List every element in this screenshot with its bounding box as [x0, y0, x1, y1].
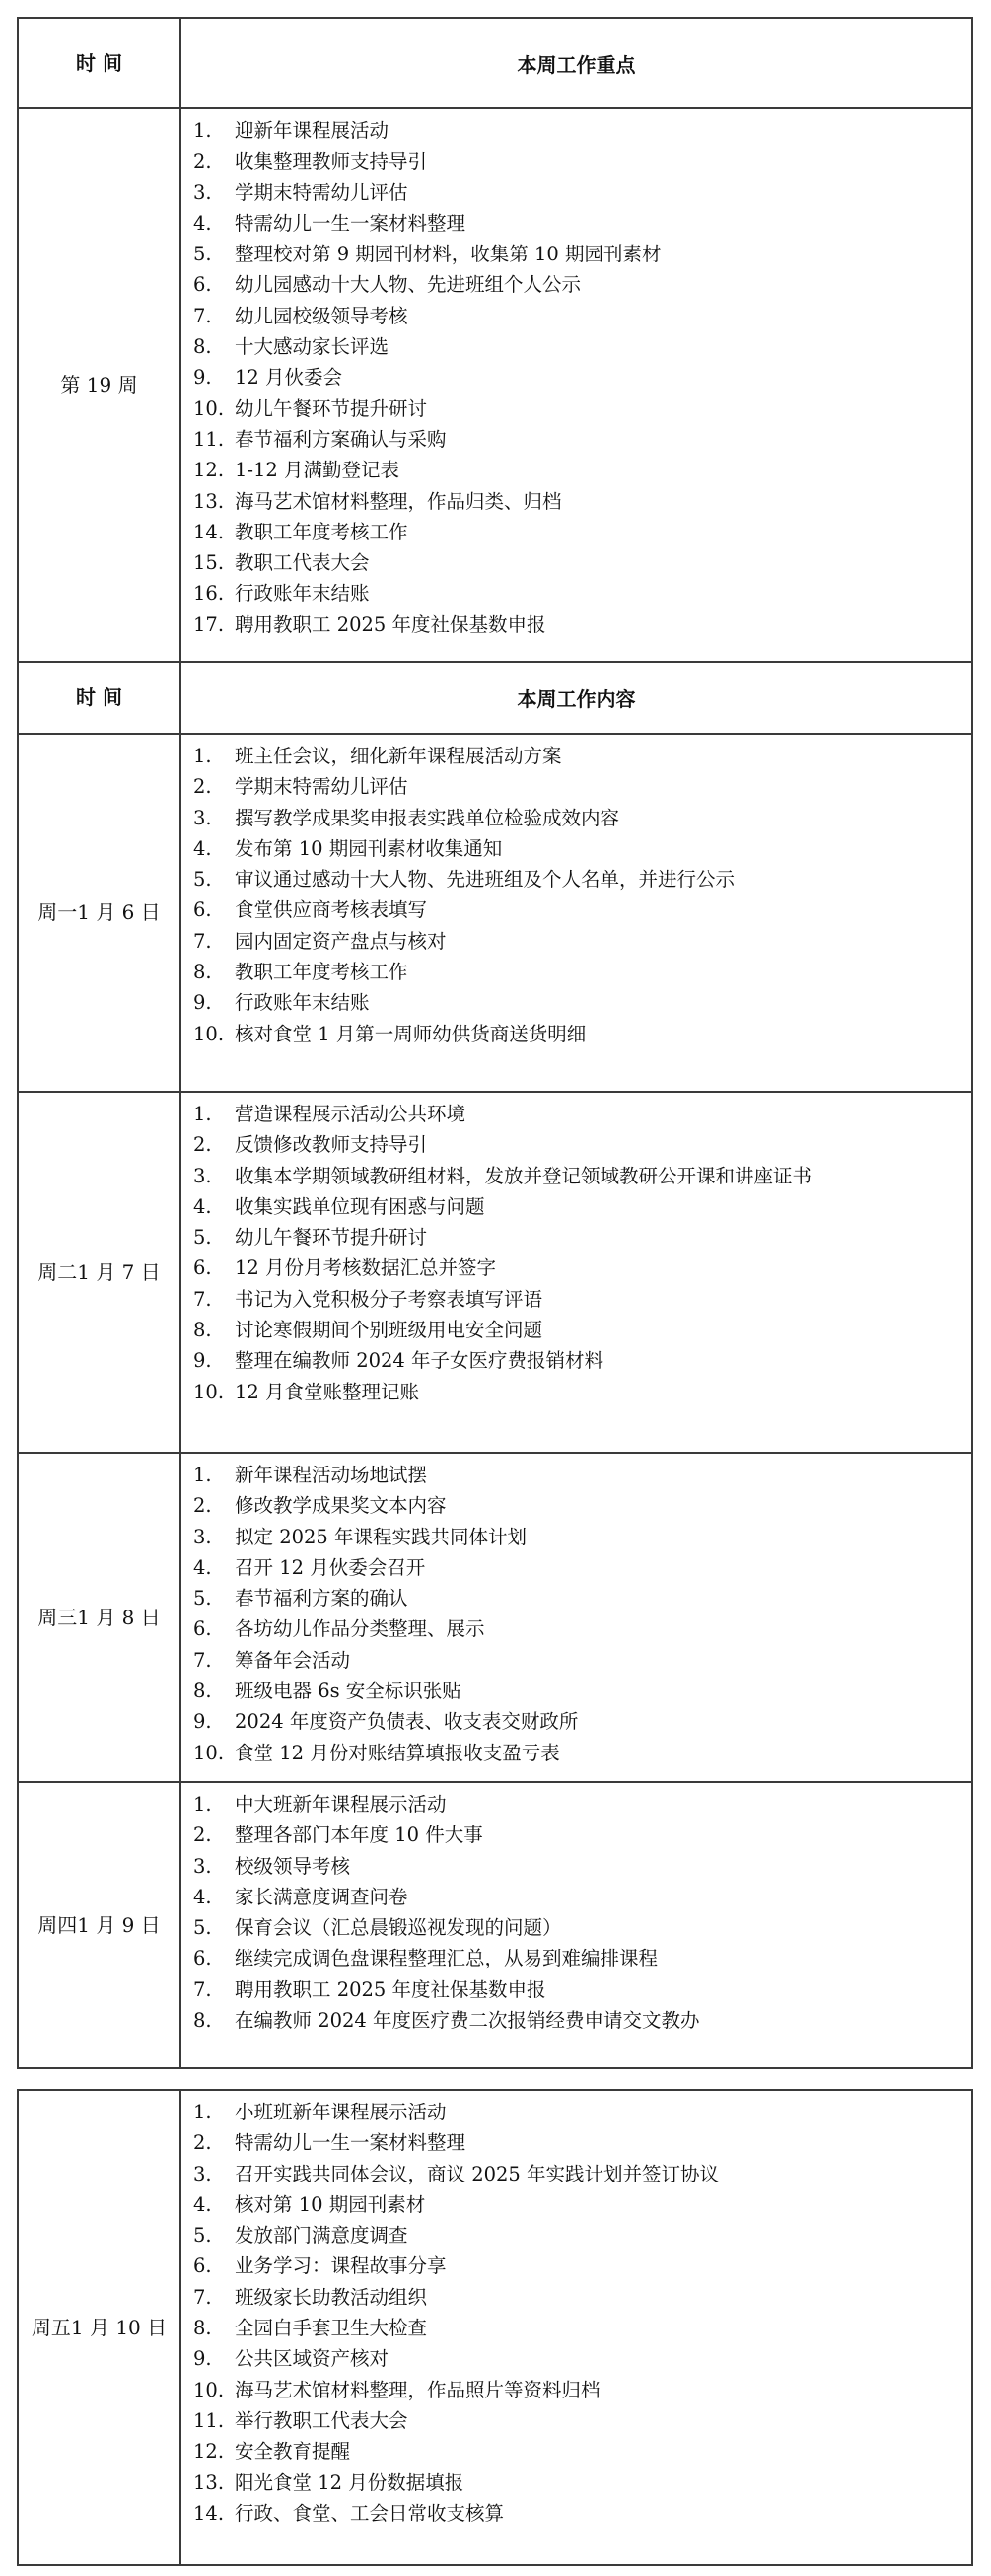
- item-number: 1.: [193, 745, 212, 767]
- list-item: [193, 2220, 963, 2251]
- day-label: [19, 1783, 181, 2067]
- list-item: [193, 301, 963, 331]
- list-item: [193, 1738, 963, 1768]
- item-number: 7.: [193, 929, 212, 953]
- item-number: 7.: [193, 304, 212, 327]
- item-number: 1.: [193, 2101, 212, 2123]
- list-item: [193, 2251, 963, 2281]
- list-item: [193, 1161, 963, 1191]
- list-item: [193, 2468, 963, 2498]
- item-number: 1.: [193, 1464, 212, 1486]
- item-text: 班级家长助教活动组织: [235, 2285, 428, 2309]
- item-text: 撰写教学成果奖申报表实践单位检验成效内容: [235, 806, 620, 829]
- list-item: [193, 1252, 963, 1283]
- item-number: 15.: [193, 551, 225, 575]
- list-item: [193, 1974, 963, 2005]
- item-text: 行政账年末结账: [235, 991, 370, 1015]
- item-number: 7.: [193, 1977, 212, 2001]
- item-number: 16.: [193, 582, 225, 606]
- list-item: [193, 926, 963, 957]
- list-item: [193, 2097, 963, 2127]
- item-number: 5.: [193, 1916, 212, 1940]
- item-number: 2.: [193, 775, 212, 799]
- item-text: 保育会议（汇总晨锻巡视发现的问题）: [235, 1916, 562, 1940]
- item-text: 迎新年课程展活动: [235, 119, 389, 142]
- item-text: 海马艺术馆材料整理，作品归类、归档: [235, 489, 562, 513]
- item-number: 3.: [193, 806, 212, 829]
- week-label: 第 19 周: [19, 109, 181, 661]
- item-number: 14.: [193, 2501, 225, 2525]
- item-number: 8.: [193, 335, 212, 359]
- item-number: 2.: [193, 2131, 212, 2155]
- item-number: 4.: [193, 1194, 212, 1218]
- day-date: 1 月 8 日: [77, 1605, 161, 1629]
- item-text: 收集实践单位现有困惑与问题: [235, 1194, 485, 1218]
- item-text: 小班班新年课程展示活动: [235, 2101, 447, 2123]
- list-item: [193, 1882, 963, 1912]
- item-number: 9.: [193, 1710, 212, 1734]
- list-item: [193, 1222, 963, 1252]
- list-item: [193, 771, 963, 802]
- day-date: 1 月 10 日: [70, 2315, 168, 2339]
- item-text: 发放部门满意度调查: [235, 2224, 408, 2248]
- item-text: 反馈修改教师支持导引: [235, 1133, 428, 1157]
- list-item: [193, 455, 963, 485]
- item-text: 收集整理教师支持导引: [235, 150, 428, 174]
- item-text: 整理在编教师 2024 年子女医疗费报销材料: [235, 1349, 604, 1373]
- item-text: 食堂 12 月份对账结算填报收支盈亏表: [235, 1741, 560, 1764]
- item-text: 特需幼儿一生一案材料整理: [235, 2131, 466, 2155]
- item-number: 8.: [193, 2317, 212, 2340]
- item-text: 家长满意度调查问卷: [235, 1885, 408, 1908]
- item-text: 召开实践共同体会议，商议 2025 年实践计划并签订协议: [235, 2162, 720, 2185]
- item-text: 校级领导考核: [235, 1854, 351, 1878]
- item-text: 聘用教职工 2025 年度社保基数申报: [235, 612, 546, 636]
- list-item: [193, 1522, 963, 1552]
- item-number: 9.: [193, 1349, 212, 1373]
- item-number: 10.: [193, 1380, 225, 1403]
- focus-row: [19, 107, 971, 661]
- item-number: 2.: [193, 150, 212, 174]
- list-item: [193, 1912, 963, 1943]
- list-item: [193, 424, 963, 455]
- content-header: 本周工作内容: [517, 687, 636, 711]
- item-text: 公共区域资产核对: [235, 2347, 389, 2371]
- list-item: [193, 864, 963, 894]
- item-text: 在编教师 2024 年度医疗费二次报销经费申请交文教办: [235, 2009, 700, 2033]
- day-name: 周二: [37, 1259, 78, 1284]
- item-number: 6.: [193, 273, 212, 297]
- list-item: [193, 1645, 963, 1676]
- item-text: 食堂供应商考核表填写: [235, 898, 428, 922]
- list-item: [193, 803, 963, 833]
- item-number: 9.: [193, 366, 212, 390]
- day-label: [19, 2091, 181, 2564]
- item-number: 6.: [193, 2254, 212, 2278]
- item-number: 6.: [193, 1617, 212, 1641]
- item-number: 7.: [193, 1287, 212, 1311]
- item-number: 10.: [193, 1741, 225, 1764]
- list-item: [193, 1284, 963, 1315]
- list-item: [193, 146, 963, 177]
- item-number: 4.: [193, 1885, 212, 1908]
- item-number: 17.: [193, 612, 225, 636]
- list-item: [193, 1583, 963, 1613]
- list-item: [193, 1345, 963, 1376]
- item-text: 继续完成调色盘课程整理汇总，从易到难编排课程: [235, 1947, 659, 1970]
- header-row-content: [19, 661, 971, 733]
- item-text: 整理校对第 9 期园刊材料，收集第 10 期园刊素材: [235, 243, 662, 266]
- item-text: 筹备年会活动: [235, 1648, 351, 1672]
- item-text: 中大班新年课程展示活动: [235, 1793, 447, 1816]
- schedule-table-main: [17, 17, 973, 2069]
- list-item: [193, 894, 963, 925]
- item-text: 幼儿午餐环节提升研讨: [235, 396, 428, 420]
- list-item: [193, 2375, 963, 2405]
- item-text: 12 月食堂账整理记账: [235, 1380, 420, 1403]
- day-list: [181, 1093, 971, 1452]
- item-text: 新年课程活动场地试摆: [235, 1464, 428, 1486]
- list-item: [193, 2343, 963, 2374]
- item-text: 12 月份月考核数据汇总并签字: [235, 1256, 497, 1280]
- list-item: [193, 1377, 963, 1407]
- list-item: [193, 239, 963, 269]
- item-text: 学期末特需幼儿评估: [235, 775, 408, 799]
- day-label: [19, 1093, 181, 1452]
- day-label: [19, 1454, 181, 1781]
- item-number: 1.: [193, 1103, 212, 1125]
- item-text: 行政账年末结账: [235, 582, 370, 606]
- list-item: [193, 269, 963, 300]
- item-number: 8.: [193, 1319, 212, 1342]
- item-number: 8.: [193, 961, 212, 984]
- day-label: [19, 735, 181, 1091]
- item-text: 整理各部门本年度 10 件大事: [235, 1824, 483, 1847]
- item-number: 8.: [193, 2009, 212, 2033]
- list-item: [193, 517, 963, 547]
- item-text: 核对第 10 期园刊素材: [235, 2192, 426, 2216]
- focus-header: 本周工作重点: [517, 52, 636, 77]
- list-item: [193, 178, 963, 208]
- header-row-focus: [19, 19, 971, 107]
- item-text: 班主任会议，细化新年课程展活动方案: [235, 745, 562, 767]
- item-number: 10.: [193, 1022, 225, 1045]
- day-row-tue: [19, 1091, 971, 1452]
- list-item: [193, 1490, 963, 1521]
- list-item: [193, 1789, 963, 1820]
- list-item: [193, 1851, 963, 1882]
- list-item: [193, 1129, 963, 1160]
- item-text: 幼儿园感动十大人物、先进班组个人公示: [235, 273, 582, 297]
- list-item: [193, 741, 963, 771]
- list-item: [193, 547, 963, 578]
- list-item: [193, 1191, 963, 1222]
- item-number: 9.: [193, 991, 212, 1015]
- item-number: 2.: [193, 1824, 212, 1847]
- list-item: [193, 208, 963, 239]
- item-number: 12.: [193, 2440, 225, 2464]
- list-item: [193, 2189, 963, 2220]
- item-text: 十大感动家长评选: [235, 335, 389, 359]
- item-number: 14.: [193, 520, 225, 543]
- day-list: [181, 735, 971, 1091]
- item-text: 园内固定资产盘点与核对: [235, 929, 447, 953]
- day-date: 1 月 7 日: [77, 1259, 161, 1284]
- item-text: 聘用教职工 2025 年度社保基数申报: [235, 1977, 546, 2001]
- list-item: [193, 1552, 963, 1583]
- item-number: 8.: [193, 1680, 212, 1703]
- day-date: 1 月 6 日: [77, 900, 161, 924]
- item-text: 全园白手套卫生大检查: [235, 2317, 428, 2340]
- item-number: 7.: [193, 2285, 212, 2309]
- focus-list: [181, 109, 971, 661]
- list-item: [193, 987, 963, 1018]
- item-number: 1.: [193, 1793, 212, 1816]
- item-text: 发布第 10 期园刊素材收集通知: [235, 836, 503, 860]
- item-text: 举行教职工代表大会: [235, 2408, 408, 2432]
- list-item: [193, 2127, 963, 2158]
- item-number: 4.: [193, 211, 212, 235]
- list-item: [193, 394, 963, 424]
- day-name: 周五: [31, 2315, 71, 2339]
- list-item: [193, 2282, 963, 2313]
- list-item: [193, 609, 963, 640]
- item-number: 7.: [193, 1648, 212, 1672]
- item-number: 5.: [193, 2224, 212, 2248]
- list-item: [193, 833, 963, 864]
- list-item: [193, 957, 963, 987]
- item-number: 13.: [193, 2470, 225, 2494]
- item-number: 3.: [193, 1525, 212, 1548]
- item-text: 营造课程展示活动公共环境: [235, 1103, 466, 1125]
- day-name: 周一: [37, 900, 78, 924]
- item-number: 3.: [193, 180, 212, 204]
- item-text: 核对食堂 1 月第一周师幼供货商送货明细: [235, 1022, 587, 1045]
- item-number: 5.: [193, 243, 212, 266]
- item-number: 3.: [193, 1164, 212, 1187]
- item-text: 教职工年度考核工作: [235, 961, 408, 984]
- list-item: [193, 1943, 963, 1973]
- item-text: 海马艺术馆材料整理，作品照片等资料归档: [235, 2378, 601, 2401]
- list-item: [193, 1315, 963, 1345]
- list-item: [193, 486, 963, 517]
- time-header: 时 间: [19, 19, 181, 107]
- list-item: [193, 1460, 963, 1490]
- item-text: 审议通过感动十大人物、先进班组及个人名单，并进行公示: [235, 868, 736, 892]
- item-number: 4.: [193, 1555, 212, 1579]
- item-text: 春节福利方案确认与采购: [235, 427, 447, 451]
- list-item: [193, 2498, 963, 2529]
- day-row-wed: [19, 1452, 971, 1781]
- list-item: [193, 1019, 963, 1049]
- item-number: 6.: [193, 898, 212, 922]
- item-text: 教职工代表大会: [235, 551, 370, 575]
- list-item: [193, 2313, 963, 2343]
- item-text: 讨论寒假期间个别班级用电安全问题: [235, 1319, 543, 1342]
- list-item: [193, 115, 963, 146]
- list-item: [193, 362, 963, 393]
- item-text: 行政、食堂、工会日常收支核算: [235, 2501, 505, 2525]
- list-item: [193, 2405, 963, 2436]
- list-item: [193, 1613, 963, 1644]
- item-text: 安全教育提醒: [235, 2440, 351, 2464]
- item-number: 10.: [193, 2378, 225, 2401]
- day-list: [181, 1783, 971, 2067]
- item-number: 13.: [193, 489, 225, 513]
- item-text: 召开 12 月伙委会召开: [235, 1555, 426, 1579]
- item-number: 4.: [193, 836, 212, 860]
- item-number: 6.: [193, 1947, 212, 1970]
- day-list: [181, 2091, 971, 2564]
- day-name: 周三: [37, 1605, 78, 1629]
- item-number: 2.: [193, 1133, 212, 1157]
- item-number: 1.: [193, 119, 212, 142]
- list-item: [193, 331, 963, 362]
- day-list: [181, 1454, 971, 1781]
- list-item: [193, 1706, 963, 1737]
- day-row-thu: [19, 1781, 971, 2067]
- item-text: 教职工年度考核工作: [235, 520, 408, 543]
- list-item: [193, 2005, 963, 2036]
- list-item: [193, 1676, 963, 1706]
- item-text: 幼儿午餐环节提升研讨: [235, 1226, 428, 1250]
- item-text: 业务学习：课程故事分享: [235, 2254, 447, 2278]
- item-number: 12.: [193, 459, 225, 482]
- item-text: 春节福利方案的确认: [235, 1587, 408, 1610]
- item-text: 阳光食堂 12 月份数据填报: [235, 2470, 464, 2494]
- item-number: 2.: [193, 1494, 212, 1518]
- item-number: 5.: [193, 1226, 212, 1250]
- item-number: 6.: [193, 1256, 212, 1280]
- list-item: [193, 1820, 963, 1850]
- item-text: 收集本学期领域教研组材料，发放并登记领域教研公开课和讲座证书: [235, 1164, 813, 1187]
- day-row-fri: [19, 2091, 971, 2564]
- item-text: 拟定 2025 年课程实践共同体计划: [235, 1525, 528, 1548]
- item-number: 5.: [193, 868, 212, 892]
- item-number: 4.: [193, 2192, 212, 2216]
- item-number: 5.: [193, 1587, 212, 1610]
- list-item: [193, 2159, 963, 2189]
- item-text: 各坊幼儿作品分类整理、展示: [235, 1617, 485, 1641]
- time-header: 时 间: [19, 663, 181, 733]
- item-text: 12 月伙委会: [235, 366, 343, 390]
- list-item: [193, 2436, 963, 2467]
- item-number: 9.: [193, 2347, 212, 2371]
- item-text: 学期末特需幼儿评估: [235, 180, 408, 204]
- item-text: 幼儿园校级领导考核: [235, 304, 408, 327]
- list-item: [193, 578, 963, 608]
- item-number: 10.: [193, 396, 225, 420]
- day-name: 周四: [37, 1912, 78, 1937]
- item-text: 2024 年度资产负债表、收支表交财政所: [235, 1710, 579, 1734]
- item-number: 3.: [193, 1854, 212, 1878]
- item-text: 特需幼儿一生一案材料整理: [235, 211, 466, 235]
- item-text: 修改教学成果奖文本内容: [235, 1494, 447, 1518]
- item-number: 3.: [193, 2162, 212, 2185]
- item-number: 11.: [193, 2408, 225, 2432]
- day-date: 1 月 9 日: [77, 1912, 161, 1937]
- schedule-table-friday: [17, 2089, 973, 2566]
- day-row-mon: [19, 733, 971, 1091]
- item-text: 1-12 月满勤登记表: [235, 459, 400, 482]
- item-text: 书记为入党积极分子考察表填写评语: [235, 1287, 543, 1311]
- list-item: [193, 1099, 963, 1129]
- item-number: 11.: [193, 427, 225, 451]
- item-text: 班级电器 6s 安全标识张贴: [235, 1680, 461, 1703]
